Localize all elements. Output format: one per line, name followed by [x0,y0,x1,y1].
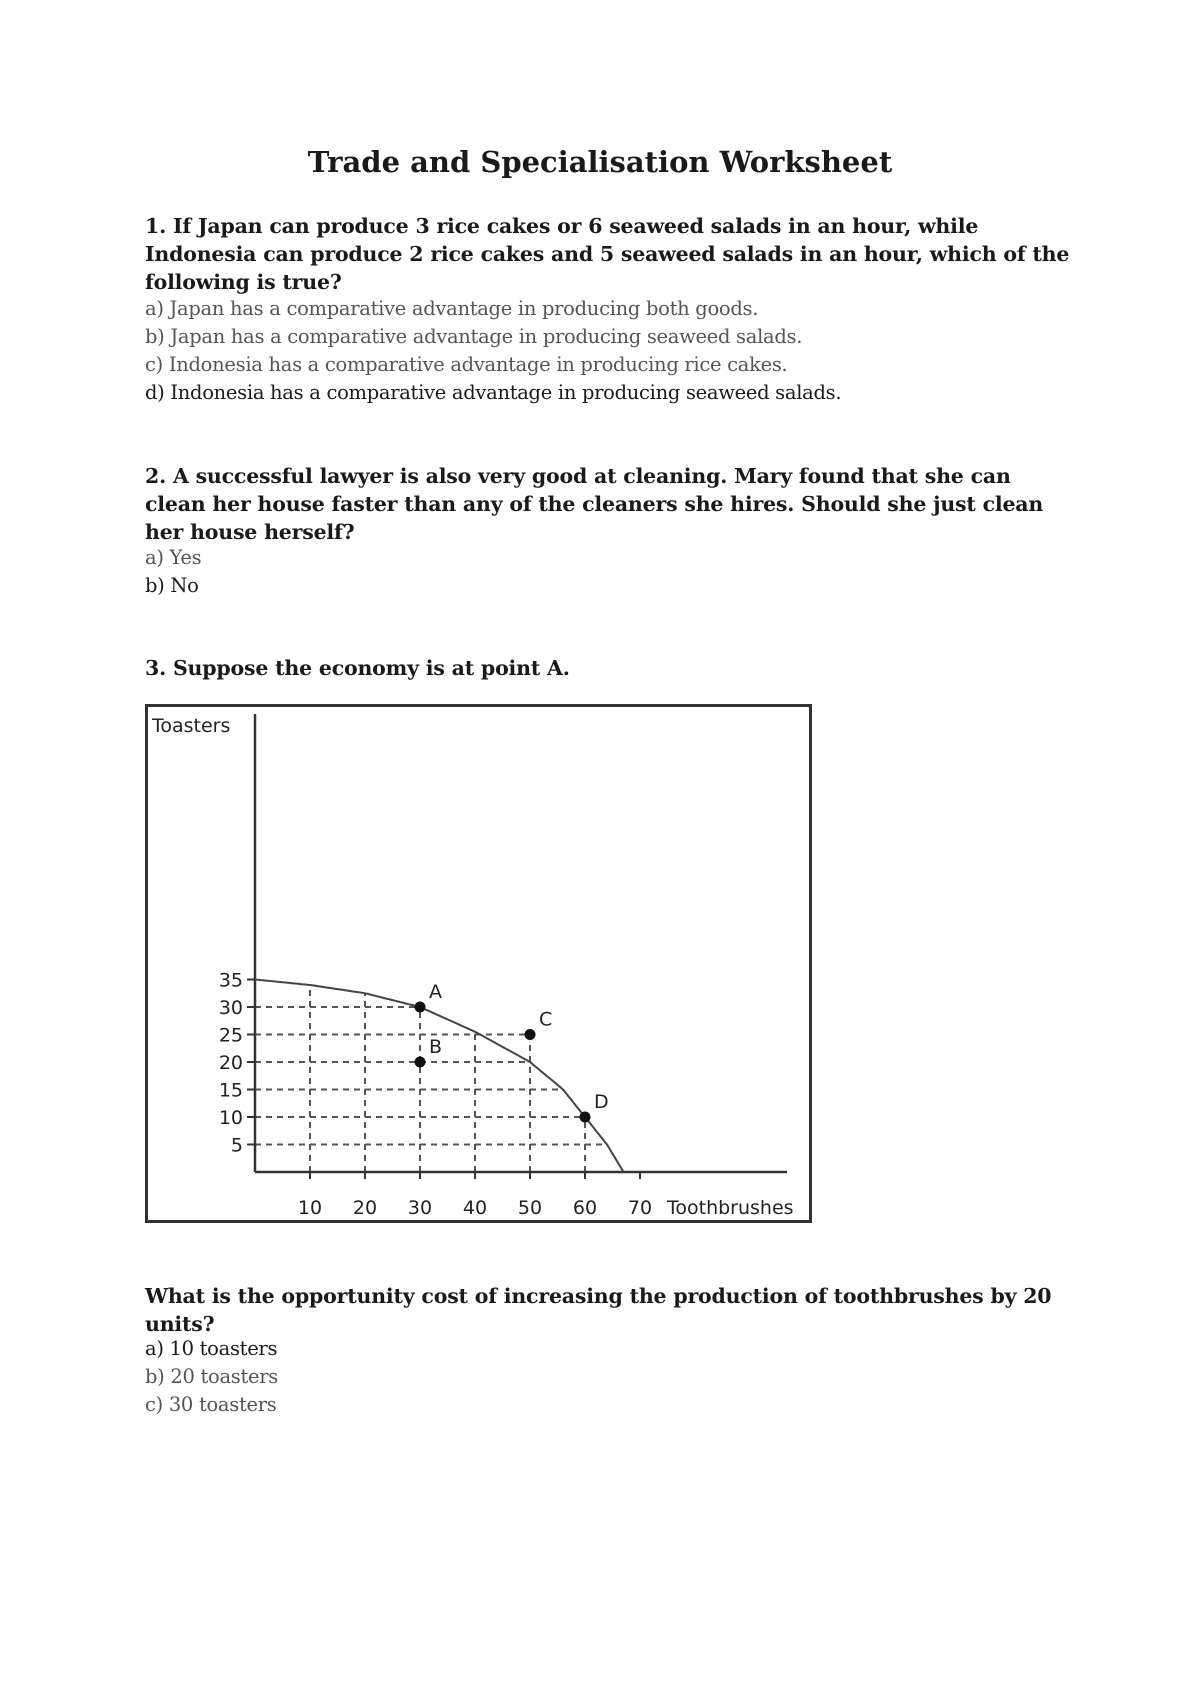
question-1-options [145,295,841,407]
question-1-text: 1. If Japan can produce 3 rice cakes or 6 seaweed salads in an hour, while Indonesia can produce 2 rice cakes and 5 seaweed salads in an hour, which of the following is true? [145,214,1070,294]
x-axis-label: Toothbrushes [667,1197,794,1219]
question-3-option-c: c) 30 toasters [145,1393,277,1416]
x-tick-label-30: 30 [407,1197,433,1219]
question-3-option-a: a) 10 toasters [145,1337,278,1360]
x-tick-label-40: 40 [462,1197,488,1219]
ppf-chart [145,704,815,1226]
point-a-marker [415,1002,426,1013]
question-1-option-c: c) Indonesia has a comparative advantage in producing rice cakes. [145,353,788,376]
y-tick-label-10: 10 [218,1107,243,1129]
y-axis-label: Toasters [152,715,231,737]
question-1-option-d: d) Indonesia has a comparative advantage in producing seaweed salads. [145,381,842,404]
x-tick-label-60: 60 [572,1197,598,1219]
x-tick-label-50: 50 [517,1197,543,1219]
x-tick-label-20: 20 [352,1197,378,1219]
question-3-text: 3. Suppose the economy is at point A. [145,656,570,680]
x-tick-label-70: 70 [627,1197,653,1219]
question-2-option-b: b) No [145,574,199,597]
point-d-label: D [594,1091,609,1113]
point-b-label: B [429,1036,443,1058]
point-c-marker [525,1029,536,1040]
question-2-text: 2. A successful lawyer is also very good at cleaning. Mary found that she can clean her house faster than any of the cleaners she hires. Should she just clean her house herself? [145,464,1044,544]
point-a-label: A [429,981,442,1003]
y-tick-label-15: 15 [218,1079,243,1102]
y-tick-label-5: 5 [230,1134,243,1157]
point-d-marker [580,1112,591,1123]
y-tick-label-20: 20 [218,1052,243,1074]
point-c-label: C [539,1008,553,1031]
y-tick-label-35: 35 [218,969,243,992]
question-3-option-b: b) 20 toasters [145,1365,279,1388]
question-3-followup: What is the opportunity cost of increasing the production of toothbrushes by 20 units? [145,1284,1052,1336]
question-2-options [145,544,201,600]
question-2-option-a: a) Yes [145,546,202,569]
question-1-option-a: a) Japan has a comparative advantage in producing both goods. [145,297,759,320]
question-3-options [145,1335,278,1419]
x-tick-label-10: 10 [297,1197,323,1219]
y-tick-label-30: 30 [218,997,243,1019]
y-tick-label-25: 25 [218,1024,243,1047]
question-1-option-b: b) Japan has a comparative advantage in producing seaweed salads. [145,325,803,348]
point-b-marker [415,1057,426,1068]
worksheet-title: Trade and Specialisation Worksheet [307,145,893,179]
